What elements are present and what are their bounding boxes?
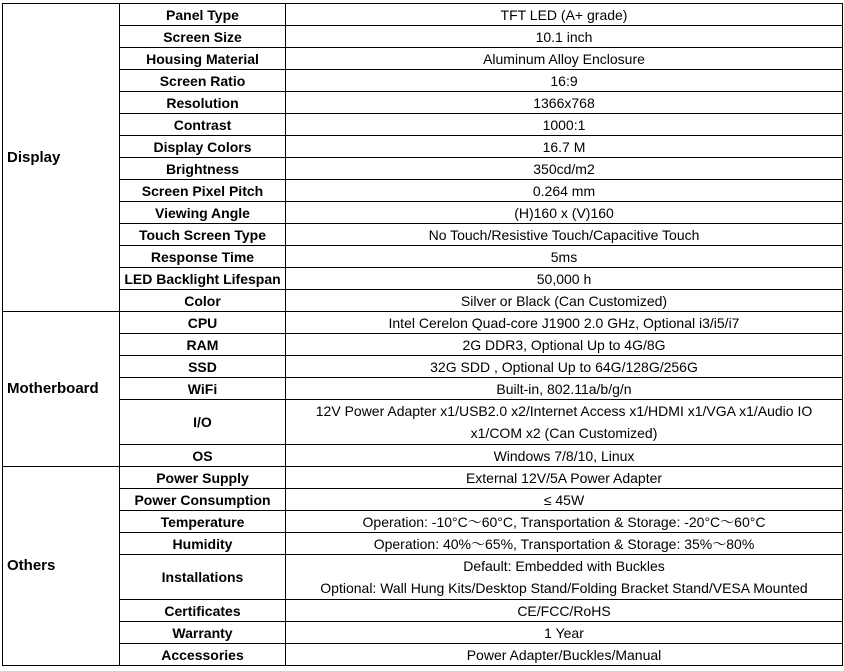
table-row [3, 334, 843, 356]
row-value: 16:9 [286, 70, 843, 92]
row-label: Display Colors [120, 136, 286, 158]
table-row [3, 114, 843, 136]
row-label: Resolution [120, 92, 286, 114]
table-row [3, 246, 843, 268]
row-value: 1000:1 [286, 114, 843, 136]
table-row [3, 290, 843, 312]
row-label: Screen Size [120, 26, 286, 48]
row-value: 5ms [286, 246, 843, 268]
row-label: Response Time [120, 246, 286, 268]
row-label: Color [120, 290, 286, 312]
row-label: Power Consumption [120, 489, 286, 511]
row-label: Screen Ratio [120, 70, 286, 92]
row-label: Warranty [120, 622, 286, 644]
row-value: 2G DDR3, Optional Up to 4G/8G [286, 334, 843, 356]
row-label: Accessories [120, 644, 286, 666]
row-value-line: Default: Embedded with Buckles [463, 558, 665, 574]
row-label: Certificates [120, 600, 286, 622]
row-value: CE/FCC/RoHS [286, 600, 843, 622]
row-label: Contrast [120, 114, 286, 136]
row-label: Installations [120, 555, 286, 600]
row-label: Temperature [120, 511, 286, 533]
group-motherboard: Motherboard [3, 312, 120, 467]
table-row [3, 180, 843, 202]
table-row [3, 26, 843, 48]
table-row [3, 136, 843, 158]
row-label: I/O [120, 400, 286, 445]
spec-table [2, 3, 843, 666]
row-label: Viewing Angle [120, 202, 286, 224]
table-row [3, 92, 843, 114]
table-row [3, 224, 843, 246]
row-label: CPU [120, 312, 286, 334]
row-value-line: 12V Power Adapter x1/USB2.0 x2/Internet Access x1/HDMI x1/VGA x1/Audio IO [315, 403, 813, 419]
row-value: Windows 7/8/10, Linux [286, 445, 843, 467]
row-label: Power Supply [120, 467, 286, 489]
row-label: Humidity [120, 533, 286, 555]
row-label: SSD [120, 356, 286, 378]
row-value: 50,000 h [286, 268, 843, 290]
table-row [3, 600, 843, 622]
row-label: Panel Type [120, 4, 286, 26]
row-value [286, 555, 843, 600]
table-row [3, 533, 843, 555]
table-row [3, 511, 843, 533]
row-value: Operation: 40%～65%, Transportation & Storage: 35%～80% [286, 533, 843, 555]
row-label: Screen Pixel Pitch [120, 180, 286, 202]
group-others: Others [3, 467, 120, 666]
table-row [3, 622, 843, 644]
row-label: RAM [120, 334, 286, 356]
row-value: 10.1 inch [286, 26, 843, 48]
row-label: WiFi [120, 378, 286, 400]
row-value: 1366x768 [286, 92, 843, 114]
row-value: TFT LED (A+ grade) [286, 4, 843, 26]
row-value: Built-in, 802.11a/b/g/n [286, 378, 843, 400]
row-value: 0.264 mm [286, 180, 843, 202]
group-display: Display [3, 4, 120, 312]
row-value: Intel Cerelon Quad-core J1900 2.0 GHz, Optional i3/i5/i7 [286, 312, 843, 334]
row-value: ≤ 45W [286, 489, 843, 511]
table-row [3, 70, 843, 92]
row-label: OS [120, 445, 286, 467]
table-row [3, 48, 843, 70]
row-value: Aluminum Alloy Enclosure [286, 48, 843, 70]
table-row [3, 555, 843, 600]
row-value: Power Adapter/Buckles/Manual [286, 644, 843, 666]
table-row [3, 644, 843, 666]
row-label: Housing Material [120, 48, 286, 70]
table-row [3, 445, 843, 467]
table-row [3, 378, 843, 400]
table-row [3, 4, 843, 26]
row-label: Brightness [120, 158, 286, 180]
row-value [286, 400, 843, 445]
row-value-line: Optional: Wall Hung Kits/Desktop Stand/Folding Bracket Stand/VESA Mounted [320, 580, 808, 596]
row-value: 350cd/m2 [286, 158, 843, 180]
row-value: Operation: -10°C～60°C, Transportation & Storage: -20°C～60°C [286, 511, 843, 533]
table-row [3, 400, 843, 445]
row-value: 16.7 M [286, 136, 843, 158]
row-label: Touch Screen Type [120, 224, 286, 246]
row-value-line: x1/COM x2 (Can Customized) [470, 425, 658, 441]
row-value: External 12V/5A Power Adapter [286, 467, 843, 489]
table-row [3, 312, 843, 334]
table-row [3, 489, 843, 511]
row-value: 1 Year [286, 622, 843, 644]
table-row [3, 158, 843, 180]
row-value: (H)160 x (V)160 [286, 202, 843, 224]
row-value: 32G SDD , Optional Up to 64G/128G/256G [286, 356, 843, 378]
table-row [3, 467, 843, 489]
row-value: Silver or Black (Can Customized) [286, 290, 843, 312]
table-row [3, 356, 843, 378]
row-value: No Touch/Resistive Touch/Capacitive Touch [286, 224, 843, 246]
table-row [3, 202, 843, 224]
row-label: LED Backlight Lifespan [120, 268, 286, 290]
table-row [3, 268, 843, 290]
